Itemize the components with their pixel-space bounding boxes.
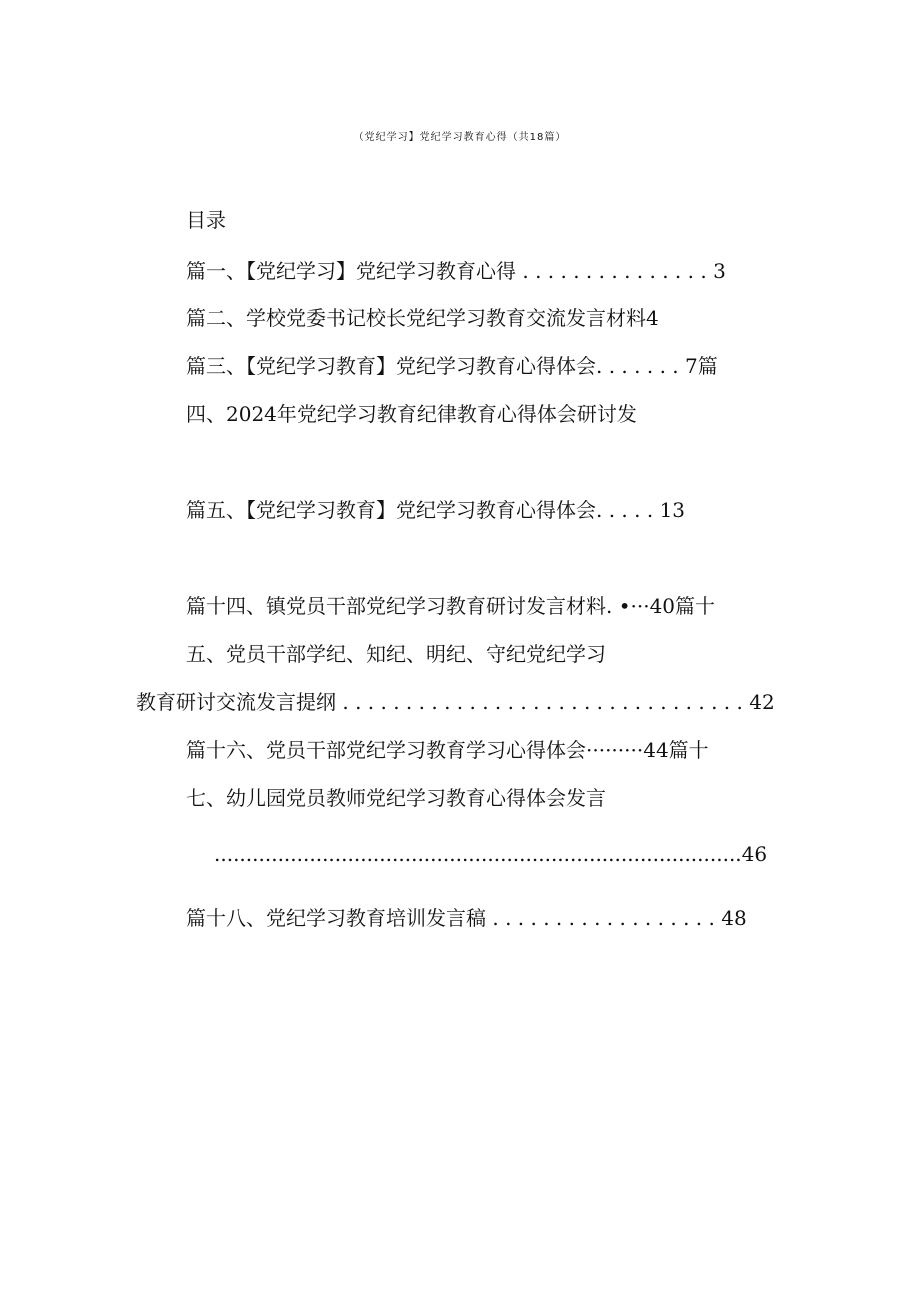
toc-entry[interactable]: 篇十八、党纪学习教育培训发言稿 . . . . . . . . . . . . . . . . . . 48 [186,906,747,930]
toc-entry[interactable]: 篇二、学校党委书记校长党纪学习教育交流发言材料4 [186,306,659,330]
document-title: （党纪学习】党纪学习教育心得（共18篇） [353,132,567,143]
toc-entry[interactable]: 篇一、【党纪学习】党纪学习教育心得 . . . . . . . . . . . . . . . 3 [186,259,726,283]
toc-entry[interactable]: 四、2024年党纪学习教育纪律教育心得体会研讨发 [186,402,637,426]
toc-entry[interactable]: 七、幼儿园党员教师党纪学习教育心得体会发言 [186,786,606,810]
toc-entry[interactable]: 篇十六、党员干部党纪学习教育学习心得体会·········44篇十 [186,738,709,762]
toc-entry[interactable]: 五、党员干部学纪、知纪、明纪、守纪党纪学习 [186,642,606,666]
toc-entry[interactable]: ...................................................................................46 [214,842,768,866]
toc-entry[interactable]: 篇十四、镇党员干部党纪学习教育研讨发言材料. •···40篇十 [186,594,716,618]
toc-entry[interactable]: 教育研讨交流发言提纲 . . . . . . . . . . . . . . . . . . . . . . . . . . . . . . . . 42 [136,690,775,714]
toc-entry[interactable]: 篇三、【党纪学习教育】党纪学习教育心得体会. . . . . . . 7篇 [186,354,718,378]
toc-entry[interactable]: 篇五、【党纪学习教育】党纪学习教育心得体会. . . . . 13 [186,498,686,522]
toc-heading: 目录 [186,208,226,232]
